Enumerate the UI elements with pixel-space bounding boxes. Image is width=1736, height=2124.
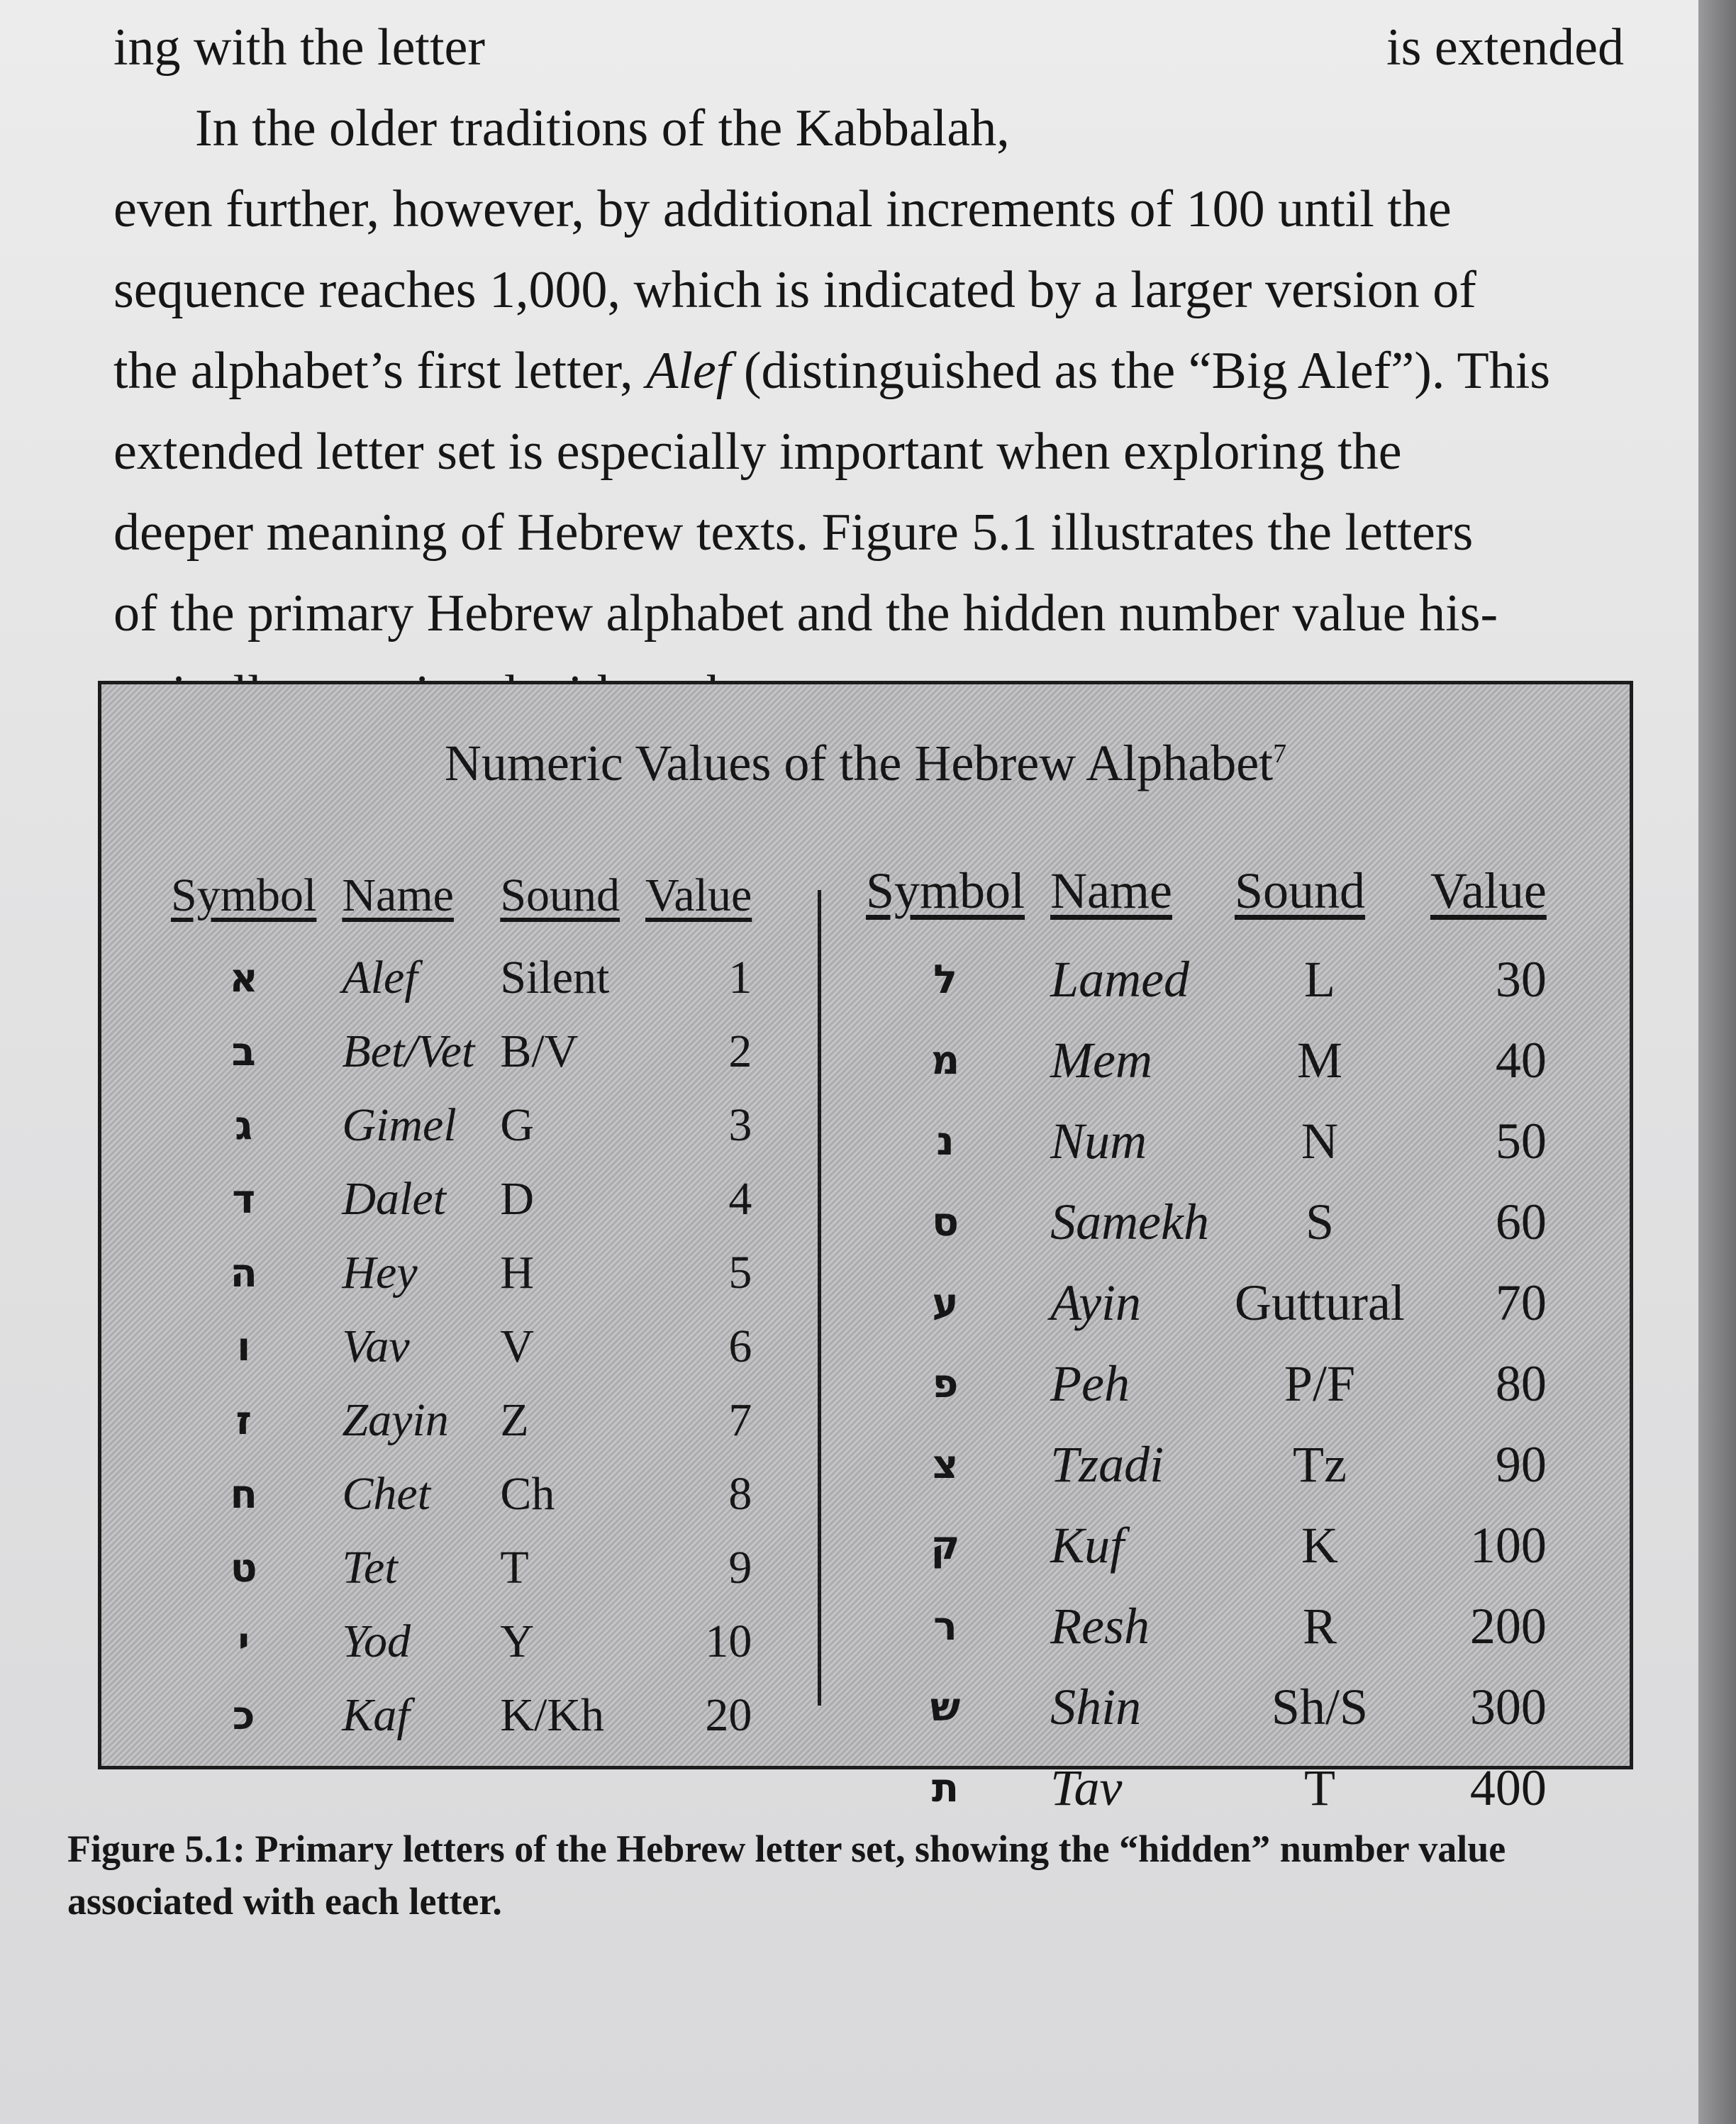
- letter-symbol: ש: [930, 1684, 961, 1730]
- letter-sound: S: [1305, 1193, 1334, 1250]
- table-row: [853, 1101, 1559, 1181]
- header-sound: Sound: [1234, 862, 1366, 919]
- letter-sound: N: [1301, 1112, 1338, 1169]
- letter-value: 70: [1495, 1274, 1547, 1331]
- letter-symbol: ס: [932, 1199, 959, 1245]
- letter-table-left: [158, 869, 764, 1752]
- letter-sound: T: [500, 1542, 529, 1594]
- header-value: Value: [645, 869, 752, 921]
- letter-symbol: ת: [931, 1764, 959, 1811]
- table-row: [853, 1586, 1559, 1667]
- letter-sound: Ch: [500, 1468, 555, 1520]
- letter-name: Yod: [342, 1616, 411, 1667]
- prose-line: of the primary Hebrew alphabet and the hidden number value his-: [113, 584, 1498, 643]
- letter-sound: P/F: [1284, 1355, 1355, 1412]
- header-sound: Sound: [500, 869, 621, 921]
- table-row: [158, 1015, 764, 1089]
- letter-table-right: [853, 862, 1559, 1828]
- letter-name: Alef: [342, 952, 418, 1003]
- letter-value: 300: [1469, 1678, 1547, 1735]
- letter-symbol: ר: [933, 1603, 957, 1650]
- letter-sound: R: [1302, 1597, 1337, 1655]
- table-row: [853, 1020, 1559, 1101]
- letter-value: 5: [728, 1247, 752, 1299]
- prose-line: In the older traditions of the Kabbalah,: [195, 99, 1010, 157]
- letter-value: 9: [728, 1542, 752, 1594]
- prose-line: deeper meaning of Hebrew texts. Figure 5.1 illustrates the letters: [113, 504, 1474, 562]
- letter-name: Dalet: [342, 1173, 447, 1225]
- letter-sound: G: [500, 1099, 534, 1151]
- letter-value: 60: [1495, 1193, 1547, 1250]
- prose-line: the alphabet’s first letter, Alef (distinguished as the “Big Alef”). This: [113, 342, 1551, 400]
- letter-symbol: ו: [237, 1323, 251, 1370]
- letter-name: Kuf: [1050, 1516, 1125, 1574]
- letter-name: Resh: [1050, 1597, 1150, 1655]
- letter-symbol: ט: [230, 1545, 257, 1591]
- letter-name: Tav: [1050, 1759, 1123, 1816]
- table-row: [853, 939, 1559, 1020]
- letter-sound: Tz: [1292, 1435, 1347, 1493]
- prose-line: ing with the letter is extended: [113, 18, 1624, 77]
- body-text: [113, 7, 1624, 735]
- table-row: [158, 1310, 764, 1384]
- table-row: [853, 1505, 1559, 1586]
- letter-symbol: פ: [932, 1360, 959, 1407]
- letter-value: 4: [728, 1173, 752, 1225]
- table-row: [158, 1384, 764, 1457]
- header-symbol: Symbol: [866, 862, 1025, 919]
- letter-sound: Guttural: [1234, 1274, 1405, 1331]
- prose-line: even further, however, by additional increments of 100 until the: [113, 180, 1452, 238]
- letter-name: Ayin: [1050, 1274, 1142, 1331]
- letter-sound: T: [1303, 1759, 1335, 1816]
- letter-symbol: ב: [231, 1028, 256, 1075]
- letter-name: Mem: [1050, 1031, 1152, 1089]
- letter-value: 50: [1495, 1112, 1547, 1169]
- letter-name: Num: [1050, 1112, 1147, 1169]
- book-binding-edge: [1698, 0, 1736, 2124]
- letter-sound: Silent: [500, 952, 610, 1003]
- table-header-row: [853, 862, 1559, 939]
- table-row: [853, 1343, 1559, 1424]
- letter-symbol: ז: [235, 1397, 252, 1444]
- letter-sound: B/V: [500, 1025, 579, 1077]
- letter-symbol: א: [229, 955, 259, 1001]
- letter-value: 400: [1469, 1759, 1547, 1816]
- letter-name: Lamed: [1050, 950, 1190, 1008]
- letter-sound: L: [1303, 950, 1335, 1008]
- header-name: Name: [342, 869, 454, 921]
- letter-sound: Sh/S: [1271, 1678, 1368, 1735]
- letter-name: Kaf: [342, 1689, 410, 1741]
- letter-symbol: ק: [930, 1522, 960, 1569]
- letter-value: 2: [728, 1025, 752, 1077]
- header-name: Name: [1050, 862, 1172, 919]
- table-row: [158, 1605, 764, 1679]
- table-row: [853, 1262, 1559, 1343]
- table-row: [158, 1679, 764, 1752]
- letter-symbol: צ: [932, 1441, 959, 1488]
- letter-symbol: ח: [230, 1471, 257, 1518]
- letter-sound: M: [1296, 1031, 1342, 1089]
- letter-sound: D: [500, 1173, 534, 1225]
- letter-value: 30: [1495, 950, 1547, 1008]
- letter-sound: Z: [500, 1394, 529, 1446]
- letter-value: 10: [705, 1616, 752, 1667]
- letter-symbol: ד: [232, 1176, 256, 1223]
- table-header-row: [158, 869, 764, 941]
- letter-sound: V: [500, 1320, 534, 1372]
- letter-value: 80: [1495, 1355, 1547, 1412]
- letter-value: 8: [728, 1468, 752, 1520]
- table-row: [853, 1667, 1559, 1747]
- prose-line: sequence reaches 1,000, which is indicated by a larger version of: [113, 261, 1476, 319]
- letter-symbol: ע: [932, 1279, 959, 1326]
- letter-name: Shin: [1050, 1678, 1142, 1735]
- letter-symbol: ל: [933, 956, 957, 1003]
- column-divider: [818, 890, 821, 1706]
- header-symbol: Symbol: [171, 869, 317, 921]
- caption-label: Figure 5.1:: [67, 1828, 245, 1870]
- table-row: [158, 941, 764, 1015]
- letter-sound: K: [1301, 1516, 1338, 1574]
- letter-value: 200: [1469, 1597, 1547, 1655]
- letter-value: 40: [1495, 1031, 1547, 1089]
- letter-name: Bet/Vet: [342, 1025, 475, 1077]
- letter-symbol: ג: [235, 1102, 253, 1149]
- table-row: [853, 1747, 1559, 1828]
- letter-symbol: נ: [936, 1118, 955, 1164]
- table-row: [158, 1531, 764, 1605]
- letter-value: 3: [728, 1099, 752, 1151]
- letter-name: Samekh: [1050, 1193, 1209, 1250]
- letter-symbol: ה: [230, 1250, 257, 1296]
- caption-text: Primary letters of the Hebrew letter set, showing the “hidden” number value associated with each letter.: [67, 1828, 1506, 1923]
- letter-value: 100: [1469, 1516, 1547, 1574]
- letter-name: Gimel: [342, 1099, 457, 1151]
- letter-value: 7: [728, 1394, 752, 1446]
- table-row: [158, 1162, 764, 1236]
- letter-name: Vav: [342, 1320, 410, 1372]
- letter-symbol: כ: [232, 1692, 255, 1739]
- letter-name: Peh: [1050, 1355, 1130, 1412]
- letter-sound: H: [500, 1247, 534, 1299]
- letter-symbol: י: [238, 1618, 250, 1665]
- letter-name: Tet: [342, 1542, 398, 1594]
- hebrew-alphabet-figure: [98, 681, 1633, 1816]
- letter-name: Hey: [342, 1247, 418, 1299]
- letter-value: 6: [728, 1320, 752, 1372]
- letter-name: Zayin: [342, 1394, 449, 1446]
- figure-title: Numeric Values of the Hebrew Alphabet$^7$: [444, 735, 1287, 791]
- table-row: [158, 1089, 764, 1162]
- header-value: Value: [1430, 862, 1547, 919]
- letter-symbol: מ: [930, 1037, 960, 1084]
- letter-value: 1: [728, 952, 752, 1003]
- letter-name: Chet: [342, 1468, 431, 1520]
- table-row: [158, 1236, 764, 1310]
- letter-sound: Y: [500, 1616, 534, 1667]
- letter-sound: K/Kh: [500, 1689, 604, 1741]
- table-row: [853, 1424, 1559, 1505]
- figure-caption: [67, 1823, 1670, 1928]
- letter-name: Tzadi: [1050, 1435, 1164, 1493]
- prose-line: extended letter set is especially important when exploring the: [113, 423, 1402, 481]
- letter-value: 90: [1495, 1435, 1547, 1493]
- table-row: [158, 1457, 764, 1531]
- letter-value: 20: [705, 1689, 752, 1741]
- table-row: [853, 1181, 1559, 1262]
